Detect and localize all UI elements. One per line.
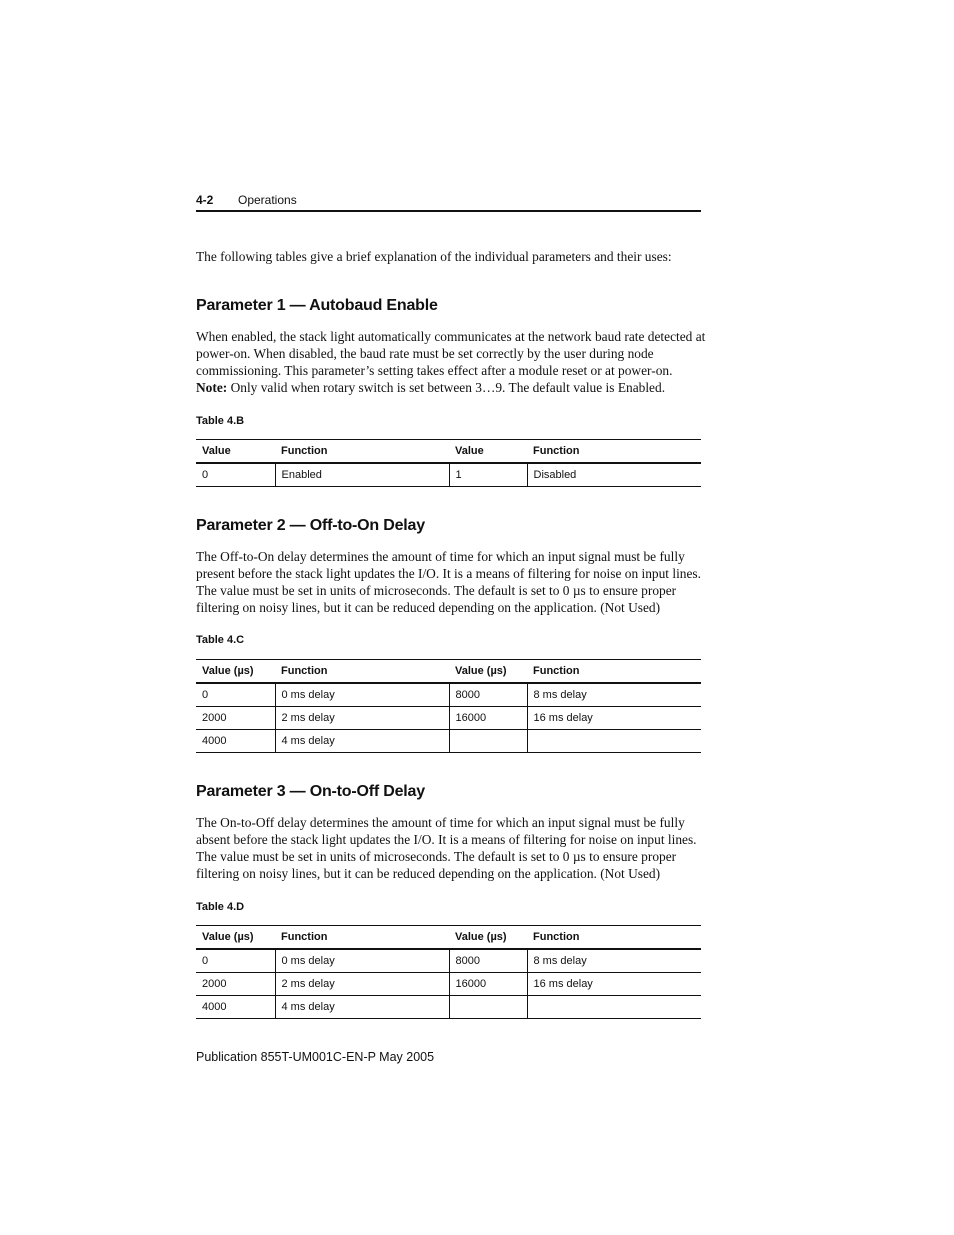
note-label: Note: bbox=[196, 380, 228, 395]
table-row bbox=[196, 996, 701, 1019]
table-cell: 2 ms delay bbox=[275, 707, 449, 730]
table-row bbox=[196, 707, 701, 730]
param3-heading: Parameter 3 — On-to-Off Delay bbox=[196, 783, 425, 800]
table-header-cell: Function bbox=[527, 660, 701, 684]
table-cell: 16 ms delay bbox=[527, 707, 701, 730]
table-cell: 2 ms delay bbox=[275, 973, 449, 996]
table-row bbox=[196, 949, 701, 973]
table-cell: 8000 bbox=[449, 683, 527, 707]
table-cell: 4000 bbox=[196, 996, 275, 1019]
table-header-cell: Value (µs) bbox=[449, 660, 527, 684]
table-header-cell: Value (µs) bbox=[449, 926, 527, 950]
table-row bbox=[196, 730, 701, 753]
table-header-cell: Value bbox=[196, 440, 275, 464]
page-number: 4-2 bbox=[196, 193, 214, 207]
table-header-cell: Function bbox=[527, 926, 701, 950]
param1-body: When enabled, the stack light automatically communicates at the network baud rate detected at power-on. When disabled, the baud rate must be set correctly by the user during node commissioning. This parameter’s setting takes effect after a module reset or at power-on. Note: Only valid when rotary switch is set between 3…9. The default value is Enabled. bbox=[196, 329, 706, 395]
table-cell: 1 bbox=[449, 463, 527, 487]
table-cell: 8000 bbox=[449, 949, 527, 973]
table-cell: Disabled bbox=[527, 463, 701, 487]
table-4c bbox=[196, 659, 701, 753]
table-cell bbox=[527, 730, 701, 753]
param3-body: The On-to-Off delay determines the amount of time for which an input signal must be fully absent before the stack light updates the I/O. It is a means of filtering for noise on input lines. The value must be set in units of microseconds. The default is set to 0 µs to ensure proper filtering on noisy lines, but it can be reduced depending on the application. (Not Used) bbox=[196, 815, 697, 881]
section-title: Operations bbox=[238, 193, 297, 207]
table-row bbox=[196, 463, 701, 487]
note-text: Only valid when rotary switch is set between 3…9. The default value is Enabled. bbox=[227, 380, 666, 395]
table-cell: 4 ms delay bbox=[275, 996, 449, 1019]
table-cell: 2000 bbox=[196, 973, 275, 996]
intro-text: The following tables give a brief explanation of the individual parameters and their uses: bbox=[196, 249, 672, 264]
table-header-cell: Function bbox=[275, 440, 449, 464]
table-cell bbox=[449, 730, 527, 753]
table-header-cell: Value (µs) bbox=[196, 926, 275, 950]
table-cell: 0 ms delay bbox=[275, 683, 449, 707]
table-cell: 2000 bbox=[196, 707, 275, 730]
table-header-cell: Function bbox=[275, 660, 449, 684]
table-cell: 4 ms delay bbox=[275, 730, 449, 753]
table-4d-caption: Table 4.D bbox=[196, 901, 245, 913]
table-cell: 0 bbox=[196, 683, 275, 707]
table-cell bbox=[449, 996, 527, 1019]
param2-body: The Off-to-On delay determines the amount of time for which an input signal must be fully present before the stack light updates the I/O. It is a means of filtering for noise on input lines. The value must be set in units of microseconds. The default is set to 0 µs to ensure proper filtering on noisy lines, but it can be reduced depending on the application. (Not Used) bbox=[196, 549, 701, 615]
table-cell: 8 ms delay bbox=[527, 683, 701, 707]
table-4b-caption: Table 4.B bbox=[196, 415, 245, 427]
table-row bbox=[196, 683, 701, 707]
table-header-cell: Value bbox=[449, 440, 527, 464]
table-cell: 0 bbox=[196, 463, 275, 487]
page-header bbox=[196, 192, 701, 212]
table-header-cell: Function bbox=[527, 440, 701, 464]
table-header-cell: Value (µs) bbox=[196, 660, 275, 684]
table-header-cell: Function bbox=[275, 926, 449, 950]
table-row bbox=[196, 973, 701, 996]
table-cell: 16 ms delay bbox=[527, 973, 701, 996]
table-4b bbox=[196, 439, 701, 487]
table-cell: 0 ms delay bbox=[275, 949, 449, 973]
table-cell bbox=[527, 996, 701, 1019]
publication-footer: Publication 855T-UM001C-EN-P May 2005 bbox=[196, 1050, 435, 1064]
table-cell: 8 ms delay bbox=[527, 949, 701, 973]
table-cell: 0 bbox=[196, 949, 275, 973]
table-cell: Enabled bbox=[275, 463, 449, 487]
table-cell: 16000 bbox=[449, 973, 527, 996]
param1-heading: Parameter 1 — Autobaud Enable bbox=[196, 297, 438, 314]
table-4d bbox=[196, 925, 701, 1019]
table-cell: 4000 bbox=[196, 730, 275, 753]
table-cell: 16000 bbox=[449, 707, 527, 730]
table-4c-caption: Table 4.C bbox=[196, 634, 245, 646]
param2-heading: Parameter 2 — Off-to-On Delay bbox=[196, 517, 425, 534]
